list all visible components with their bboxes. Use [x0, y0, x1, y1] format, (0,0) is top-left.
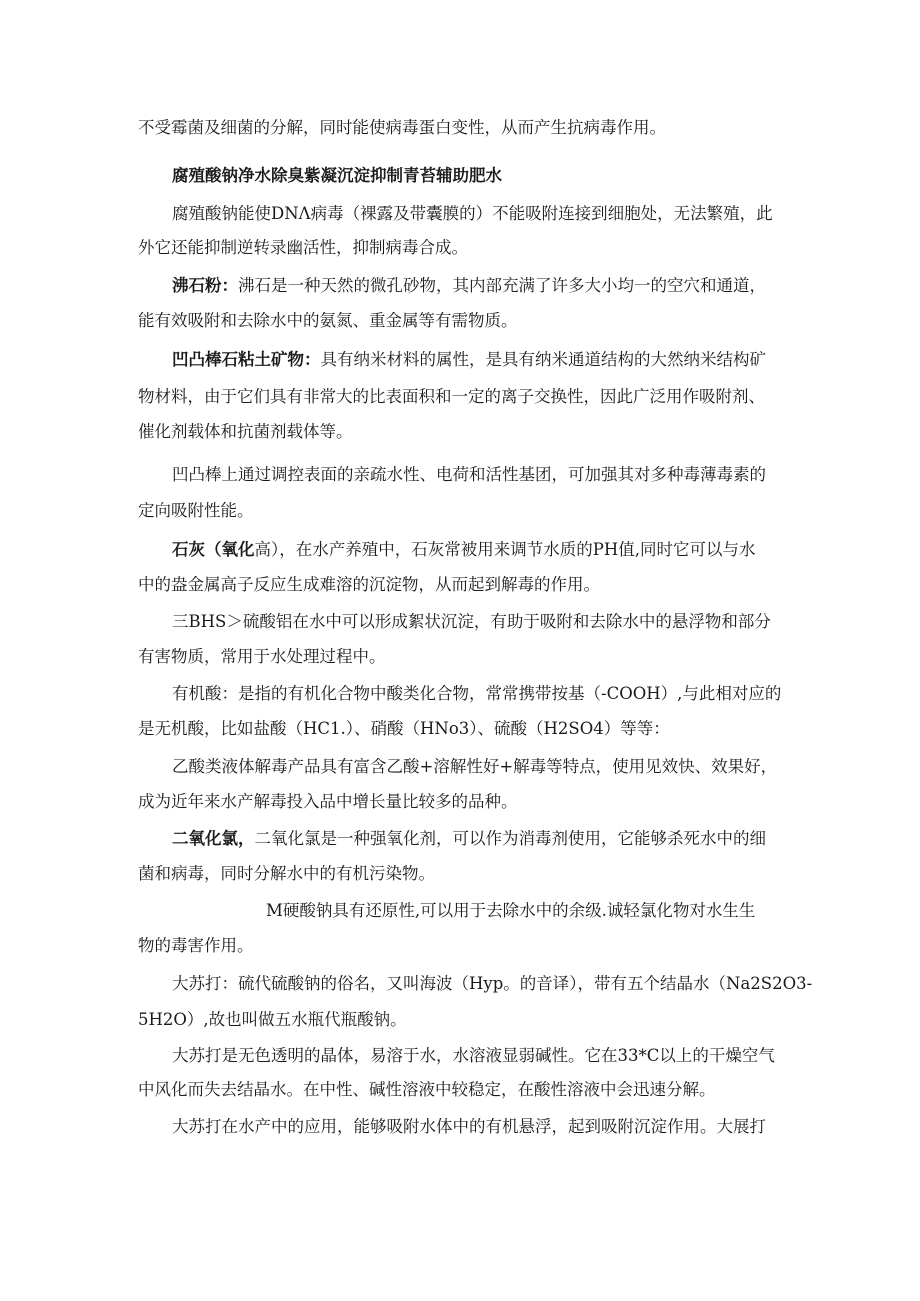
paragraph-line: 中的盎金属高子反应生成难溶的沉淀物，从而起到解毒的作用。: [138, 575, 600, 594]
line-text: 二氧化氯是一种强氧化剂，可以作为消毒剂使用，它能够杀死水中的细: [254, 829, 766, 848]
paragraph-line: 乙酸类液体解毒产品具有富含乙酸+溶解性好+解毒等特点，使用见效快、效果好，: [172, 757, 778, 776]
paragraph-line: [138, 829, 820, 849]
paragraph-line: 外它还能抑制逆转录幽活性，抑制病毒合成。: [138, 238, 468, 257]
paragraph-line: [138, 540, 820, 560]
section-heading: 腐殖酸钠净水除臭紫凝沉淀抑制青苔辅助肥水: [172, 166, 502, 185]
paragraph-line: 大苏打：硫代硫酸钠的俗名，又叫海波（Hyp。的音译），带有五个结晶水（Na2S2O3-: [172, 974, 813, 993]
paragraph-line: 大苏打是无色透明的晶体，易溶于水，水溶液显弱碱性。它在33*C以上的干燥空气: [172, 1046, 775, 1065]
paragraph-line: [138, 276, 820, 296]
paragraph-line: 催化剂载体和抗菌剂载体等。: [138, 422, 353, 441]
paragraph-line: 凹凸棒上通过调控表面的亲疏水性、电荷和活性基团，可加强其对多种毒薄毒素的: [172, 465, 766, 484]
bold-lead: 石灰（氧化: [172, 540, 255, 559]
bold-lead: 沸石粉：: [172, 276, 238, 295]
paragraph-line: 大苏打在水产中的应用，能够吸附水体中的有机悬浮，起到吸附沉淀作用。大展打: [172, 1117, 766, 1136]
paragraph-line: 是无机酸，比如盐酸（HC1.）、硝酸（HNo3）、硫酸（H2SO4）等等：: [138, 719, 670, 738]
paragraph-line: 有机酸：是指的有机化合物中酸类化合物，常常携带按基（-COOH）,与此相对应的: [172, 684, 782, 703]
paragraph-line: [138, 350, 820, 370]
paragraph-line: 腐殖酸钠能使DNΛ病毒（裸露及带囊膜的）不能吸附连接到细胞处，无法繁殖，此: [172, 204, 773, 223]
line-text: 具有纳米材料的属性，是具有纳米通道结构的大然纳米结构矿: [320, 350, 766, 369]
paragraph-line: 有害物质，常用于水处理过程中。: [138, 647, 386, 666]
paragraph-line: M硬酸钠具有还原性,可以用于去除水中的余级.诚轻氯化物对水生生: [266, 901, 756, 920]
intro-line: 不受霉菌及细菌的分解，同时能使病毒蛋白变性，从而产生抗病毒作用。: [138, 118, 666, 137]
bold-lead: 二氧化氯，: [172, 829, 255, 848]
bold-lead: 凹凸棒石粘土矿物：: [172, 350, 321, 369]
paragraph-line: 定向吸附性能。: [138, 501, 254, 520]
paragraph-line: 物材料，由于它们具有非常大的比表面积和一定的离子交换性，因此广泛用作吸附剂、: [138, 387, 765, 406]
paragraph-line: 中风化而失去结晶水。在中性、碱性溶液中较稳定，在酸性溶液中会迅速分解。: [138, 1080, 716, 1099]
line-text: 高），在水产养殖中，石灰常被用来调节水质的PH值,同时它可以与水: [254, 540, 756, 559]
line-text: 沸石是一种天然的微孔砂物，其内部充满了许多大小均一的空穴和通道，: [238, 276, 766, 295]
paragraph-line: 三BHS＞硫酸铝在水中可以形成絮状沉淀，有助于吸附和去除水中的悬浮物和部分: [172, 612, 771, 631]
paragraph-line: 成为近年来水产解毒投入品中增长量比较多的品种。: [138, 792, 518, 811]
paragraph-line: 5H2O）,故也叫做五水瓶代瓶酸钠。: [138, 1010, 407, 1029]
paragraph-line: 能有效吸附和去除水中的氨氮、重金属等有需物质。: [138, 311, 518, 330]
paragraph-line: 菌和病毒，同时分解水中的有机污染物。: [138, 864, 435, 883]
paragraph-line: 物的毒害作用。: [138, 936, 254, 955]
